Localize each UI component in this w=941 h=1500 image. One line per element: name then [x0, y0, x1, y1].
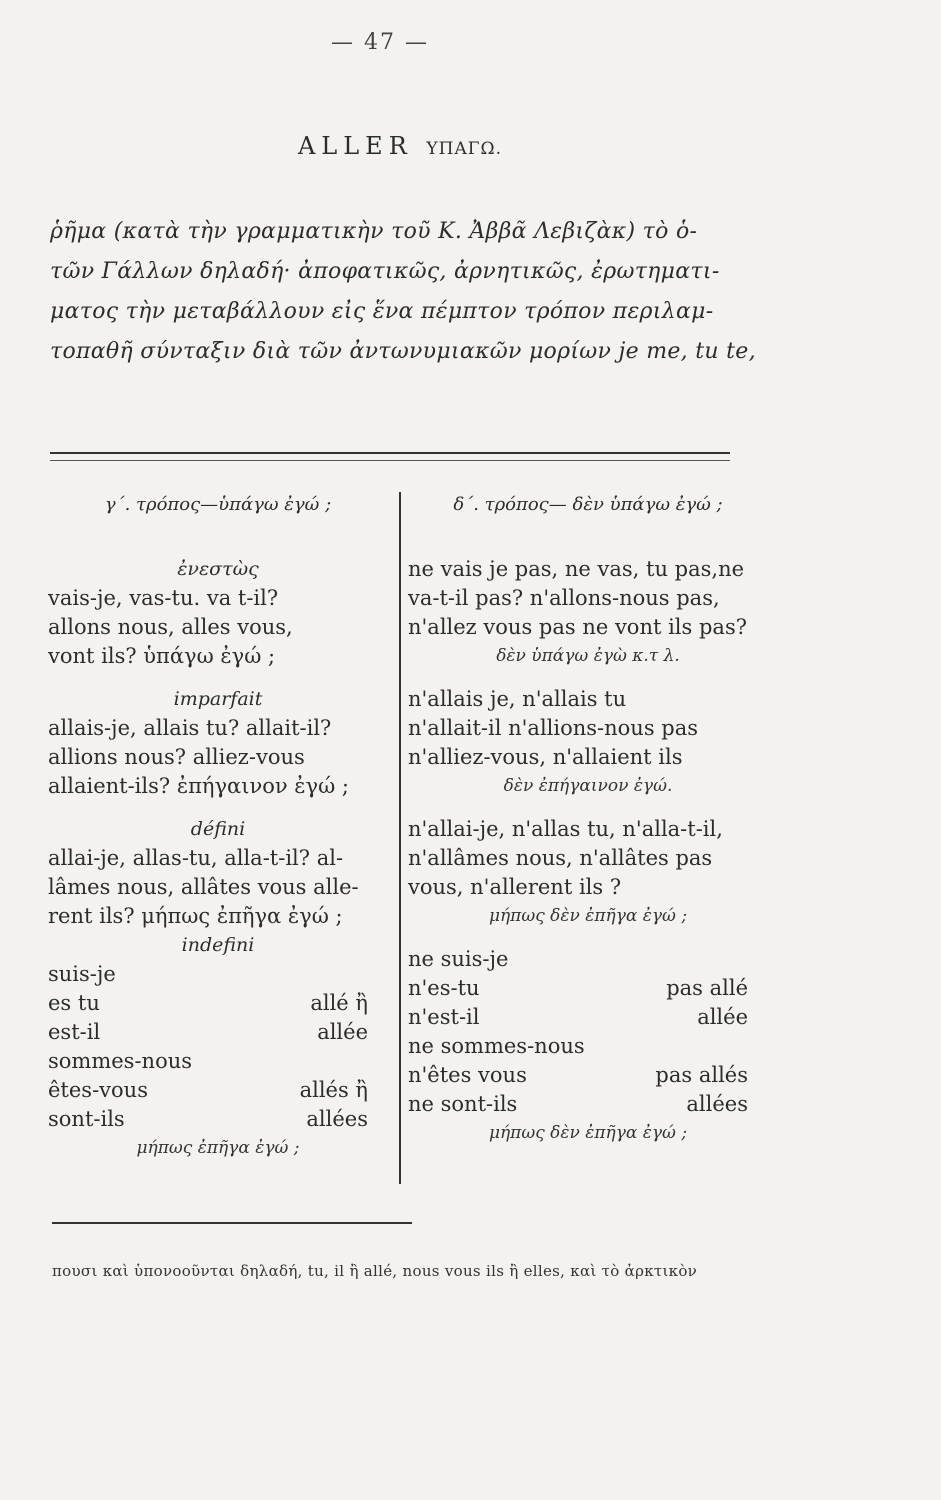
left-column [48, 490, 388, 1163]
conjugation-line: n'allais je, n'allais tu [408, 687, 627, 711]
conjugation-line: allions nous? alliez-vous [48, 745, 305, 769]
double-rule [50, 452, 730, 461]
conjugation-row: sommes-nous [48, 1049, 193, 1073]
intro-line: τῶν Γάλλων δηλαδή· ἀποφατικῶς, ἀρνητικῶς, ἐρωτηματι- [50, 259, 720, 284]
conjugation-line: allai-je, allas-tu, alla-t-il? al- [48, 846, 344, 870]
greek-gloss: δὲν ὑπάγω ἐγὼ κ.τ λ. [496, 646, 680, 666]
conjugation-row: n'es-tu pas allé [408, 976, 748, 1000]
conjugation-line: allons nous, alles vous, [48, 615, 293, 639]
title-greek: ΥΠΑΓΩ. [426, 139, 503, 159]
page-number: — 47 — [331, 30, 429, 55]
conjugation-line: n'allait-il n'allions-nous pas [408, 716, 699, 740]
greek-gloss: μήπως ἐπῆγα ἐγώ ; [136, 1138, 300, 1158]
conjugation-line: vont ils? ὑπάγω ἐγώ ; [48, 644, 276, 668]
indefini-label: indefini [181, 934, 255, 956]
conjugation-line: allais-je, allais tu? allait-il? [48, 716, 332, 740]
spacer [408, 519, 768, 541]
spacer [48, 519, 388, 541]
greek-gloss: μήπως δὲν ἐπῆγα ἐγώ ; [488, 1123, 688, 1143]
conjugation-row: n'êtes vous pas allés [408, 1063, 748, 1087]
imparfait-label: imparfait [173, 688, 263, 710]
greek-gloss: μήπως δὲν ἐπῆγα ἐγώ ; [488, 906, 688, 926]
conjugation-row: est-il allée [48, 1020, 368, 1044]
intro-line: ματος τὴν μεταβάλλουν εἰς ἕνα πέμπτον τρόπον περιλαμ- [50, 299, 714, 324]
conjugation-line: lâmes nous, allâtes vous alle- [48, 875, 359, 899]
spacer [408, 931, 768, 945]
right-header: δ΄. τρόπος— δὲν ὑπάγω ἐγώ ; [453, 494, 723, 515]
conjugation-line: n'allez vous pas ne vont ils pas? [408, 615, 747, 639]
bottom-rule [52, 1222, 412, 1224]
conjugation-line: allaient-ils? ἐπήγαινον ἐγώ ; [48, 774, 349, 798]
conjugation-row: ne sommes-nous [408, 1034, 585, 1058]
conjugation-row: sont-ils allées [48, 1107, 368, 1131]
conjugation-row: êtes-vous allés ἢ [48, 1078, 368, 1102]
present-label: ἐνεστὼς [177, 558, 259, 580]
greek-gloss: δὲν ἐπήγαινον ἐγώ. [503, 776, 673, 796]
right-column [408, 490, 768, 1148]
conjugation-line: vais-je, vas-tu. va t-il? [48, 586, 279, 610]
conjugation-line: vous, n'allerent ils ? [408, 875, 622, 899]
intro-paragraph [50, 212, 762, 372]
intro-line: τοπαθῆ σύνταξιν διὰ τῶν ἀντωνυμιακῶν μορίων je me, tu te, [50, 339, 756, 364]
intro-line: ῥῆμα (κατὰ τὴν γραμματικὴν τοῦ Κ. Ἀββᾶ Λεβιζὰκ) τὸ ὁ- [50, 219, 698, 244]
conjugation-row: ne suis-je [408, 947, 509, 971]
conjugation-row: ne sont-ils allées [408, 1092, 748, 1116]
conjugation-line: ne vais je pas, ne vas, tu pas,ne [408, 557, 745, 581]
spacer [408, 671, 768, 685]
left-header: γ΄. τρόπος—ὑπάγω ἐγώ ; [104, 494, 332, 515]
page-title [0, 132, 800, 160]
conjugation-line: va-t-il pas? n'allons-nous pas, [408, 586, 720, 610]
conjugation-row: es tu allé ἢ [48, 991, 368, 1015]
title-french: ALLER [297, 132, 413, 160]
conjugation-line: n'allai-je, n'allas tu, n'alla-t-il, [408, 817, 723, 841]
conjugation-line: n'alliez-vous, n'allaient ils [408, 745, 683, 769]
conjugation-row: n'est-il allée [408, 1005, 748, 1029]
conjugation-row: suis-je [48, 962, 116, 986]
column-divider [399, 492, 401, 1184]
spacer [408, 541, 768, 555]
defini-label: défini [190, 818, 246, 840]
conjugation-line: rent ils? μήπως ἐπῆγα ἐγώ ; [48, 904, 343, 928]
footnote: πουσι καὶ ὑπονοοῦνται δηλαδή, tu, il ἢ allé, nous vous ils ἢ elles, καὶ τὸ ἀρκτικὸν [52, 1262, 698, 1280]
conjugation-line: n'allâmes nous, n'allâtes pas [408, 846, 713, 870]
spacer [408, 801, 768, 815]
